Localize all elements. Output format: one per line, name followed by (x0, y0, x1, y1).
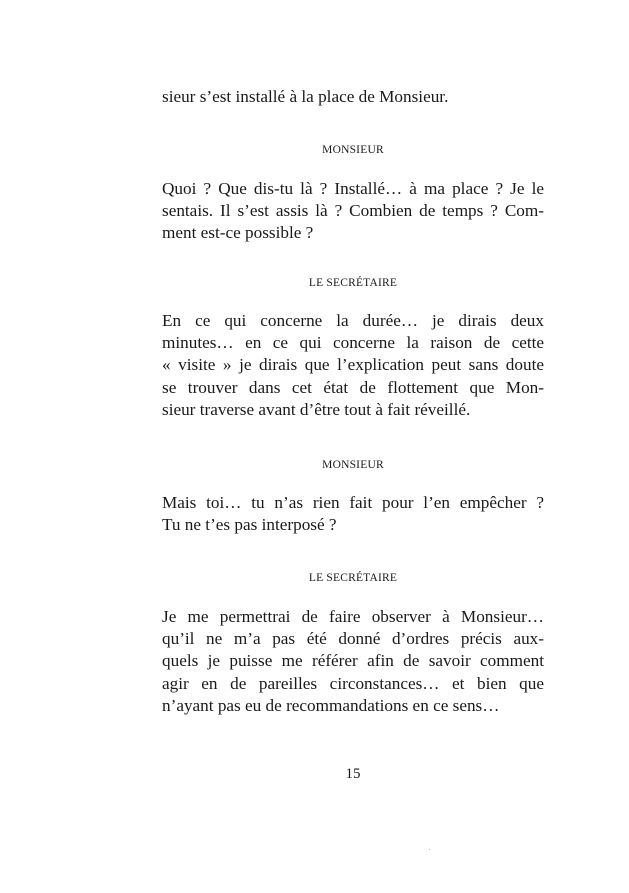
text-line: n’ayant pas eu de recommandations en ce sens… (162, 695, 500, 715)
speaker-name: LE SECRÉTAIRE (308, 277, 398, 289)
text-line: « visite » je dirais que l’explication peut sans doute (162, 355, 544, 375)
speaker-name: MONSIEUR (322, 459, 384, 471)
text-line: ment est-ce possible ? (162, 223, 314, 243)
dialogue-text (162, 178, 544, 245)
text-line: sieur traverse avant d’être tout à fait réveillé. (162, 399, 471, 419)
text-line: quels je puisse me référer afin de savoir comment (162, 651, 544, 671)
speaker-name: MONSIEUR (322, 144, 384, 156)
page-number: 15 (345, 766, 361, 782)
text-line: Je me permettrai de faire observer à Monsieur… (162, 607, 544, 626)
text-line: Mais toi… tu n’as rien fait pour l’en empêcher ? (162, 493, 544, 512)
scan-speck (429, 849, 430, 850)
text-line: En ce qui concerne la durée… je dirais deux (162, 311, 544, 330)
text-line: sieur s’est installé à la place de Monsieur. (162, 87, 449, 106)
speaker-name: LE SECRÉTAIRE (308, 572, 398, 584)
text-line: sentais. Il s’est assis là ? Combien de temps ? Com- (162, 201, 544, 221)
dialogue-text (162, 606, 544, 717)
dialogue-text (162, 492, 544, 536)
text-line: qu’il ne m’a pas été donné d’ordres précis aux- (162, 629, 544, 649)
dialogue-text (162, 86, 544, 108)
text-line: Quoi ? Que dis-tu là ? Installé… à ma place ? Je le (162, 179, 544, 198)
dialogue-text (162, 310, 544, 421)
text-line: minutes… en ce qui concerne la raison de cette (162, 333, 544, 353)
text-line: Tu ne t’es pas interposé ? (162, 515, 337, 535)
text-line: agir en de pareilles circonstances… et bien que (162, 673, 544, 693)
text-line: se trouver dans cet état de flottement que Mon- (162, 377, 544, 397)
